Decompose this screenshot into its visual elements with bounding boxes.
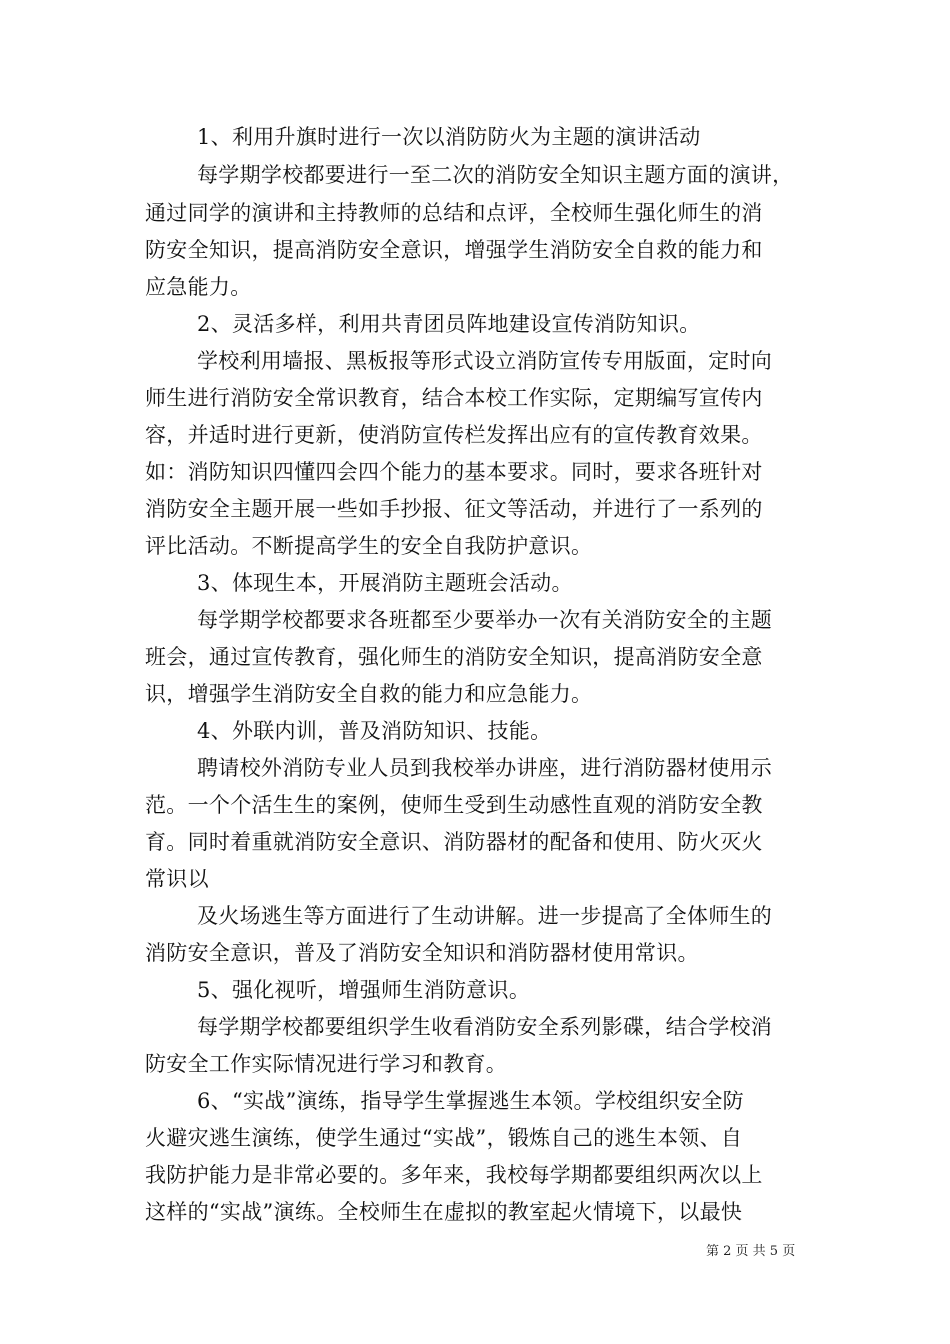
paragraph-line: 火避灾逃生演练，使学生通过“实战”，锻炼自己的逃生本领、自 — [145, 1126, 743, 1150]
paragraph-line: 应急能力。 — [145, 275, 252, 299]
paragraph-line: 通过同学的演讲和主持教师的总结和点评，全校师生强化师生的消 — [145, 201, 763, 225]
paragraph-line: 消防安全意识，普及了消防安全知识和消防器材使用常识。 — [145, 941, 699, 965]
paragraph-line: 范。一个个活生生的案例，使师生受到生动感性直观的消防安全教 — [145, 793, 763, 817]
paragraph-line: 常识以 — [145, 867, 209, 891]
heading-2: 2、灵活多样，利用共青团员阵地建设宣传消防知识。 — [197, 312, 701, 336]
paragraph-line: 及火场逃生等方面进行了生动讲解。进一步提高了全体师生的 — [197, 904, 773, 928]
heading-5: 5、强化视听，增强师生消防意识。 — [197, 978, 531, 1002]
paragraph-line: 如：消防知识四懂四会四个能力的基本要求。同时，要求各班针对 — [145, 460, 763, 484]
paragraph-line: 学校利用墙报、黑板报等形式设立消防宣传专用版面，定时向 — [197, 349, 773, 373]
paragraph-line: 每学期学校都要求各班都至少要举办一次有关消防安全的主题 — [197, 608, 773, 632]
paragraph-line: 识，增强学生消防安全自救的能力和应急能力。 — [145, 682, 593, 706]
paragraph-line: 我防护能力是非常必要的。多年来，我校每学期都要组织两次以上 — [145, 1163, 763, 1187]
heading-6: 6、“实战”演练，指导学生掌握逃生本领。学校组织安全防 — [197, 1089, 744, 1113]
heading-3: 3、体现生本，开展消防主题班会活动。 — [197, 571, 573, 595]
paragraph-line: 班会，通过宣传教育，强化师生的消防安全知识，提高消防安全意 — [145, 645, 763, 669]
paragraph-line: 容，并适时进行更新，使消防宣传栏发挥出应有的宣传教育效果。 — [145, 423, 763, 447]
paragraph-line: 每学期学校都要进行一至二次的消防安全知识主题方面的演讲， — [197, 163, 794, 187]
heading-4: 4、外联内训，普及消防知识、技能。 — [197, 719, 552, 743]
heading-1: 1、利用升旗时进行一次以消防防火为主题的演讲活动 — [197, 125, 701, 149]
paragraph-line: 防安全知识，提高消防安全意识，增强学生消防安全自救的能力和 — [145, 238, 763, 262]
paragraph-line: 评比活动。不断提高学生的安全自我防护意识。 — [145, 534, 593, 558]
paragraph-line: 育。同时着重就消防安全意识、消防器材的配备和使用、防火灭火 — [145, 830, 763, 854]
paragraph-line: 聘请校外消防专业人员到我校举办讲座，进行消防器材使用示 — [197, 756, 773, 780]
paragraph-line: 师生进行消防安全常识教育，结合本校工作实际，定期编写宣传内 — [145, 386, 763, 410]
page-number: 第 2 页 共 5 页 — [706, 1244, 796, 1259]
paragraph-line: 这样的“实战”演练。全校师生在虚拟的教室起火情境下，以最快 — [145, 1200, 743, 1224]
paragraph-line: 消防安全主题开展一些如手抄报、征文等活动，并进行了一系列的 — [145, 497, 763, 521]
paragraph-line: 防安全工作实际情况进行学习和教育。 — [145, 1052, 508, 1076]
paragraph-line: 每学期学校都要组织学生收看消防安全系列影碟，结合学校消 — [197, 1015, 773, 1039]
